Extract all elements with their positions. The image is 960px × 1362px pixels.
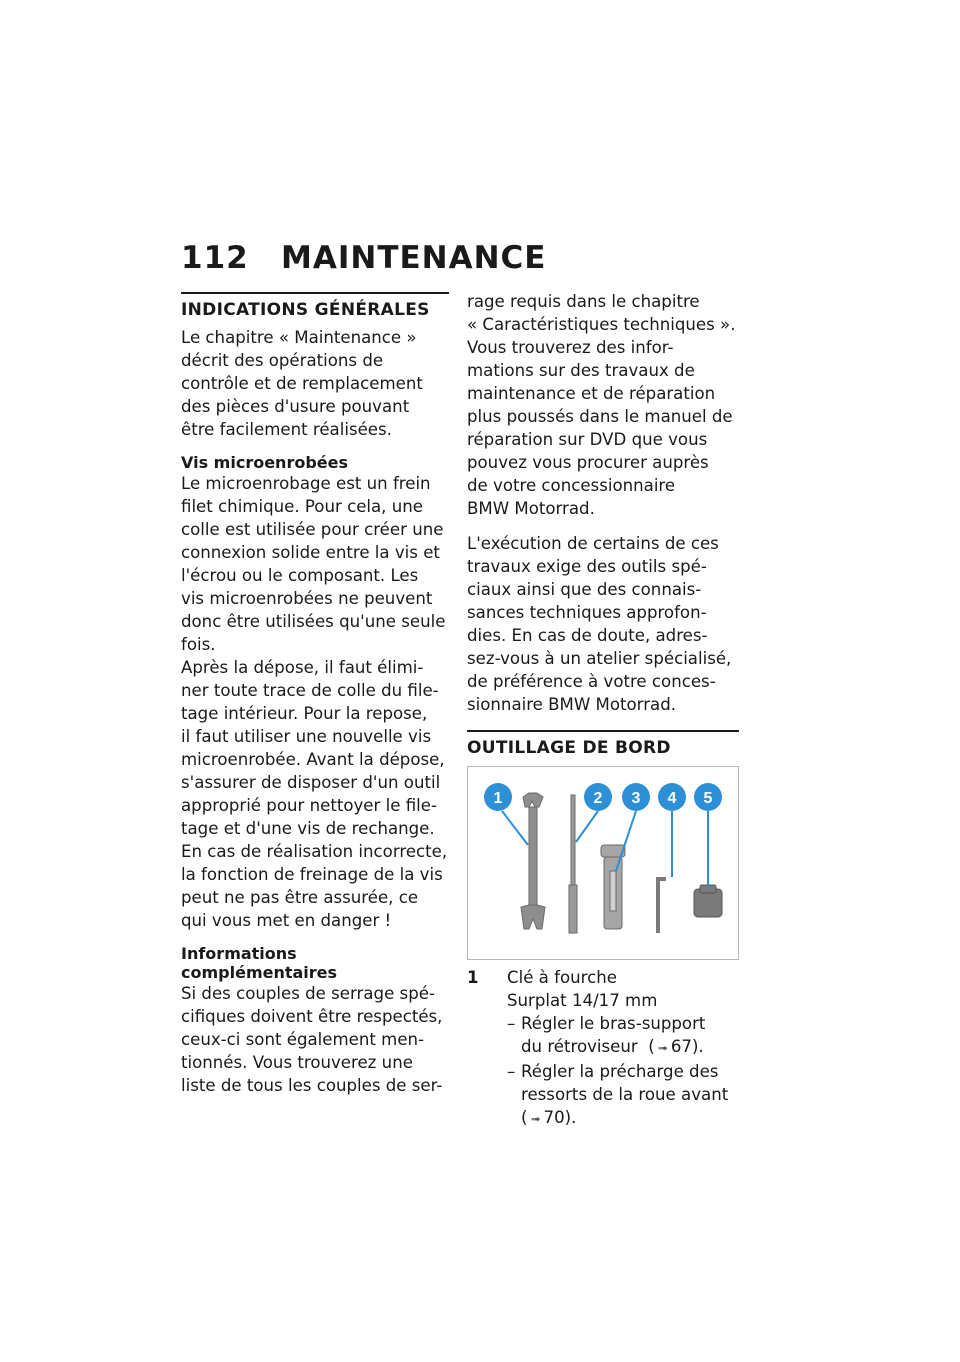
page-header bbox=[181, 240, 546, 276]
list-dash: – bbox=[507, 1062, 516, 1081]
ref-paren: ( bbox=[521, 1108, 528, 1127]
micro-text-2: Après la dépose, il faut élimi- ner toute trace de colle du file- tage intérieur. Pour la repose, il faut utiliser une nouvelle vis microenrobée. Avant la dépose, s'assurer de disposer d'un outil approprié pour nettoyer le file- tage et d'une vis de rechange. En cas de réalisation incorrecte, la fonction de freinage de la vis peut ne pas être assurée, ce qui vous met en danger ! bbox=[181, 658, 448, 930]
right-column bbox=[467, 290, 739, 1131]
screwdriver-icon bbox=[569, 795, 577, 933]
list-item-text: Régler le bras-support du rétroviseur bbox=[521, 1014, 706, 1056]
callout-1 bbox=[484, 783, 512, 811]
page-number: 112 bbox=[181, 240, 249, 276]
ref-paren: ( bbox=[648, 1037, 655, 1056]
page-title: MAINTENANCE bbox=[281, 240, 547, 276]
list-dash: – bbox=[507, 1014, 516, 1033]
tool-item-1 bbox=[467, 966, 739, 1131]
page-reference-link[interactable]: 70). bbox=[543, 1108, 577, 1127]
item-text: Clé à fourche Surplat 14/17 mm bbox=[507, 968, 658, 1010]
svg-text:1: 1 bbox=[493, 790, 503, 807]
tools-heading: OUTILLAGE DE BORD bbox=[467, 738, 671, 758]
micro-heading: Vis microenrobées bbox=[181, 453, 349, 472]
wrench-icon bbox=[521, 793, 545, 929]
socket-icon bbox=[694, 885, 722, 917]
list-item bbox=[507, 1060, 739, 1131]
arrow-ref-icon: ➟ bbox=[657, 1041, 668, 1055]
toolkit-illustration bbox=[468, 767, 738, 959]
general-heading: INDICATIONS GÉNÉRALES bbox=[181, 300, 430, 320]
work-text: L'exécution de certains de ces travaux exige des outils spé- ciaux ainsi que des connais- sances techniques approfon- dies. En cas de doute, adres- sez-vous à un atelier spécialisé, de préférence à votre conces- sionnaire BMW Motorrad. bbox=[467, 534, 732, 714]
allen-key-icon bbox=[658, 879, 666, 933]
callout-4 bbox=[658, 783, 686, 811]
micro-text-1: Le microenrobage est un frein filet chimique. Pour cela, une colle est utilisée pour créer une connexion solide entre la vis et l'écrou ou le composant. Les vis microenrobées ne peuvent donc être utilisées qu'une seule fois. bbox=[181, 474, 446, 654]
toolkit-figure bbox=[467, 766, 739, 960]
left-column bbox=[181, 292, 449, 1109]
item-number: 1 bbox=[467, 968, 479, 987]
callout-3 bbox=[622, 783, 650, 811]
svg-text:2: 2 bbox=[593, 790, 603, 807]
general-text: Le chapitre « Maintenance » décrit des opérations de contrôle et de remplacement des pièces d'usure pouvant être facilement réalisées. bbox=[181, 328, 423, 439]
page-reference-link[interactable]: 67). bbox=[670, 1037, 704, 1056]
info-text-continued: rage requis dans le chapitre « Caractéristiques techniques ». Vous trouverez des infor- mations sur des travaux de maintenance et de réparation plus poussés dans le manuel de réparation sur DVD que vous pouvez vous procurer auprès de votre concessionnaire BMW Motorrad. bbox=[467, 292, 736, 518]
list-item bbox=[507, 1012, 739, 1060]
arrow-ref-icon: ➟ bbox=[530, 1112, 541, 1126]
sub-list bbox=[507, 1012, 739, 1131]
info-text: Si des couples de serrage spé- cifiques doivent être respectés, ceux-ci sont également men- tionnés. Vous trouverez une liste de tous les couples de ser- bbox=[181, 984, 443, 1095]
svg-text:3: 3 bbox=[631, 790, 641, 807]
section-divider bbox=[467, 730, 739, 732]
callout-2 bbox=[584, 783, 612, 811]
section-divider bbox=[181, 292, 449, 294]
info-heading: Informations complémentaires bbox=[181, 944, 338, 982]
list-item-text: Régler la précharge des ressorts de la roue avant bbox=[521, 1062, 729, 1104]
svg-text:4: 4 bbox=[667, 790, 677, 807]
svg-text:5: 5 bbox=[703, 790, 713, 807]
callout-5 bbox=[694, 783, 722, 811]
